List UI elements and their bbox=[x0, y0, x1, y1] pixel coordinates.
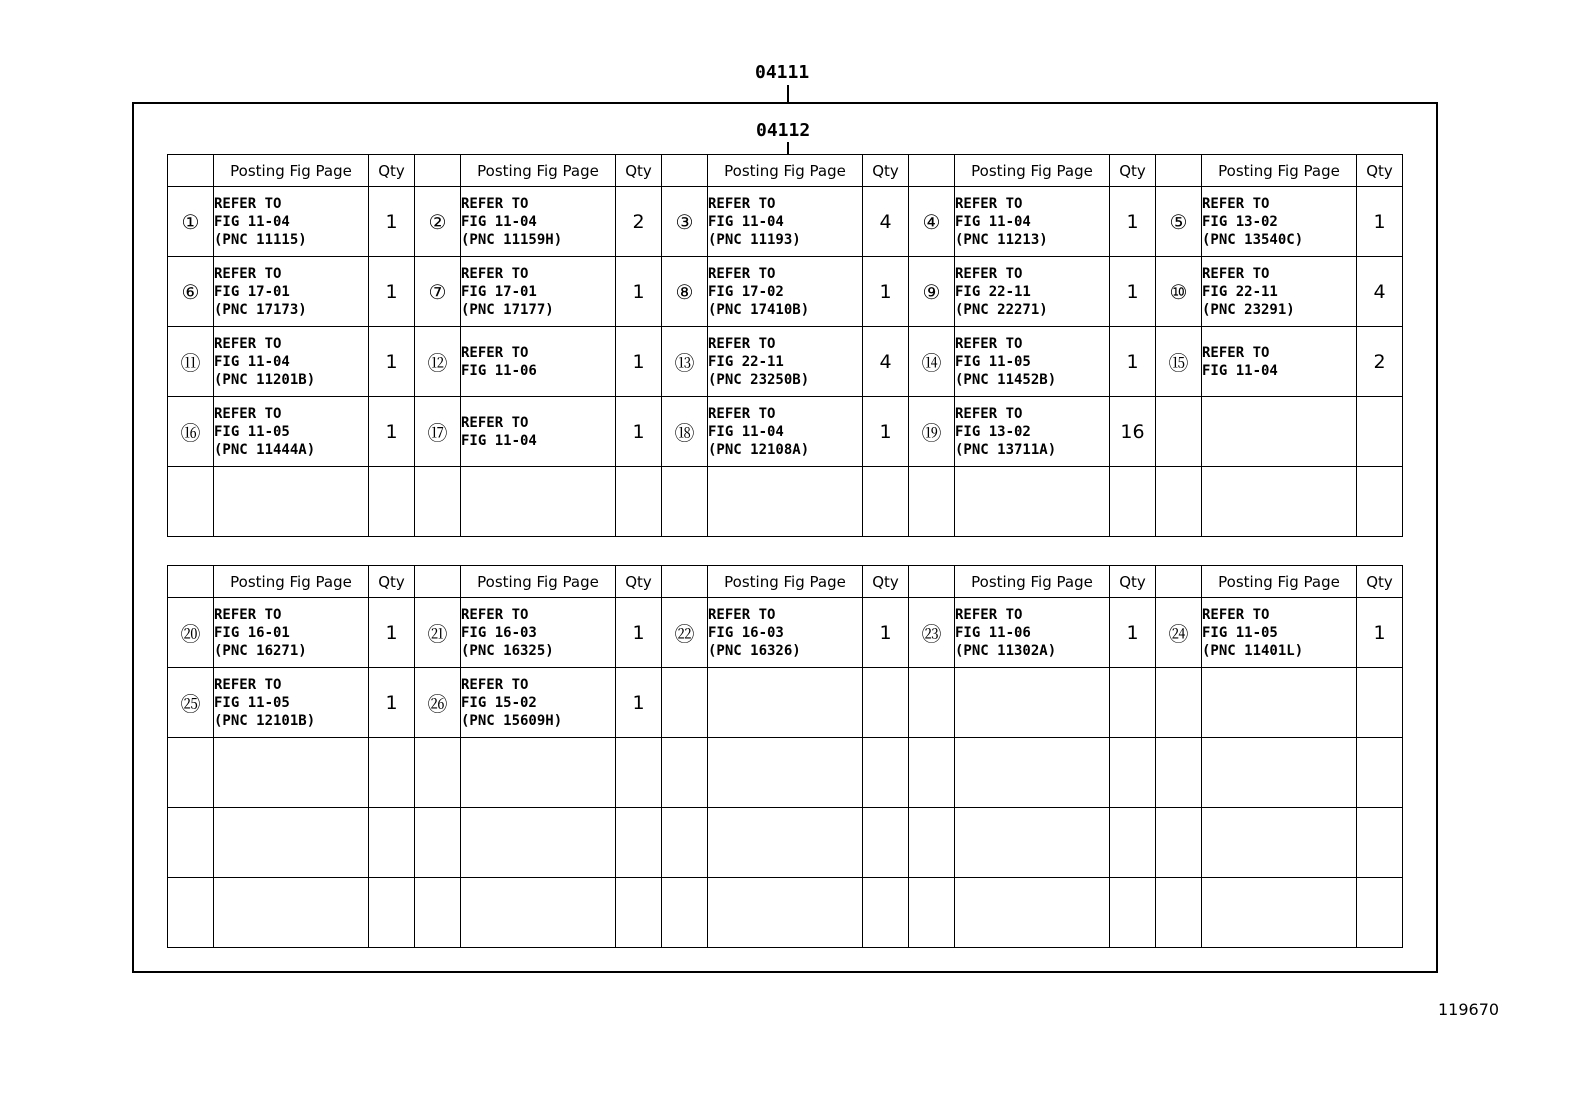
item-qty: 1 bbox=[616, 397, 662, 467]
parts-table-upper bbox=[167, 154, 1403, 537]
header-no bbox=[415, 155, 461, 187]
item-number bbox=[1156, 467, 1202, 537]
item-qty bbox=[1357, 808, 1403, 878]
item-number: ㉔ bbox=[1156, 598, 1202, 668]
posting-reference bbox=[461, 878, 616, 948]
posting-reference bbox=[1202, 467, 1357, 537]
item-qty bbox=[863, 467, 909, 537]
posting-reference bbox=[955, 738, 1110, 808]
header-posting: Posting Fig Page bbox=[955, 566, 1110, 598]
item-number: ⑧ bbox=[662, 257, 708, 327]
reference-line: (PNC 11213) bbox=[955, 231, 1048, 248]
posting-reference bbox=[1202, 327, 1357, 397]
item-number bbox=[662, 878, 708, 948]
posting-reference bbox=[461, 187, 616, 257]
header-row bbox=[168, 155, 1403, 187]
item-number: ⑨ bbox=[909, 257, 955, 327]
reference-line: FIG 11-05 bbox=[214, 694, 290, 711]
posting-reference bbox=[1202, 187, 1357, 257]
posting-reference bbox=[708, 668, 863, 738]
item-qty bbox=[616, 808, 662, 878]
header-posting: Posting Fig Page bbox=[214, 566, 369, 598]
reference-line: (PNC 13540C) bbox=[1202, 231, 1304, 248]
reference-line: (PNC 23250B) bbox=[708, 371, 810, 388]
item-qty: 1 bbox=[369, 668, 415, 738]
posting-reference bbox=[214, 738, 369, 808]
reference-line: FIG 11-04 bbox=[955, 213, 1031, 230]
posting-reference bbox=[708, 187, 863, 257]
posting-reference bbox=[708, 598, 863, 668]
reference-line: FIG 16-01 bbox=[214, 624, 290, 641]
reference-line: FIG 22-11 bbox=[955, 283, 1031, 300]
reference-line: (PNC 17173) bbox=[214, 301, 307, 318]
reference-line: REFER TO bbox=[955, 335, 1023, 352]
posting-reference bbox=[708, 738, 863, 808]
reference-line: FIG 11-05 bbox=[1202, 624, 1278, 641]
item-number bbox=[168, 878, 214, 948]
reference-line: REFER TO bbox=[461, 676, 529, 693]
reference-line: REFER TO bbox=[214, 195, 282, 212]
header-no bbox=[909, 566, 955, 598]
item-qty bbox=[1110, 738, 1156, 808]
item-qty: 16 bbox=[1110, 397, 1156, 467]
header-no bbox=[662, 566, 708, 598]
reference-line: (PNC 11444A) bbox=[214, 441, 316, 458]
item-number: ㉑ bbox=[415, 598, 461, 668]
header-posting: Posting Fig Page bbox=[461, 155, 616, 187]
item-qty bbox=[1357, 397, 1403, 467]
reference-line: (PNC 11452B) bbox=[955, 371, 1057, 388]
item-number: ⑲ bbox=[909, 397, 955, 467]
reference-line: FIG 16-03 bbox=[708, 624, 784, 641]
item-qty bbox=[369, 808, 415, 878]
item-number bbox=[909, 467, 955, 537]
reference-line: REFER TO bbox=[461, 414, 529, 431]
item-number bbox=[168, 467, 214, 537]
reference-line: (PNC 15609H) bbox=[461, 712, 563, 729]
reference-line: FIG 22-11 bbox=[1202, 283, 1278, 300]
item-number: ⑭ bbox=[909, 327, 955, 397]
header-qty: Qty bbox=[1357, 566, 1403, 598]
item-qty bbox=[1110, 668, 1156, 738]
posting-reference bbox=[214, 467, 369, 537]
reference-line: REFER TO bbox=[1202, 606, 1270, 623]
posting-reference bbox=[461, 327, 616, 397]
table-row bbox=[168, 738, 1403, 808]
item-qty: 2 bbox=[1357, 327, 1403, 397]
posting-reference bbox=[461, 738, 616, 808]
reference-line: FIG 22-11 bbox=[708, 353, 784, 370]
reference-line: FIG 11-04 bbox=[708, 213, 784, 230]
posting-reference bbox=[214, 327, 369, 397]
reference-line: REFER TO bbox=[955, 405, 1023, 422]
header-no bbox=[1156, 155, 1202, 187]
item-number: ⑥ bbox=[168, 257, 214, 327]
posting-reference bbox=[955, 397, 1110, 467]
reference-line: FIG 11-05 bbox=[955, 353, 1031, 370]
item-number bbox=[662, 467, 708, 537]
reference-line: FIG 16-03 bbox=[461, 624, 537, 641]
item-qty: 1 bbox=[1110, 187, 1156, 257]
posting-reference bbox=[708, 327, 863, 397]
item-qty bbox=[1357, 467, 1403, 537]
posting-reference bbox=[955, 878, 1110, 948]
reference-line: FIG 11-04 bbox=[461, 213, 537, 230]
item-qty bbox=[1357, 668, 1403, 738]
reference-line: REFER TO bbox=[461, 195, 529, 212]
reference-line: REFER TO bbox=[214, 335, 282, 352]
reference-line: (PNC 11193) bbox=[708, 231, 801, 248]
posting-reference bbox=[1202, 668, 1357, 738]
posting-reference bbox=[461, 808, 616, 878]
posting-reference bbox=[1202, 598, 1357, 668]
kit-leader-line bbox=[787, 85, 789, 102]
item-number bbox=[1156, 878, 1202, 948]
item-number bbox=[1156, 668, 1202, 738]
item-qty bbox=[369, 467, 415, 537]
reference-line: (PNC 23291) bbox=[1202, 301, 1295, 318]
posting-reference bbox=[1202, 808, 1357, 878]
reference-line: FIG 13-02 bbox=[1202, 213, 1278, 230]
reference-line: REFER TO bbox=[214, 405, 282, 422]
item-qty: 1 bbox=[863, 397, 909, 467]
posting-reference bbox=[955, 668, 1110, 738]
item-number: ⑦ bbox=[415, 257, 461, 327]
posting-reference bbox=[214, 878, 369, 948]
item-number: ⑬ bbox=[662, 327, 708, 397]
item-qty: 1 bbox=[1110, 257, 1156, 327]
item-qty bbox=[1110, 808, 1156, 878]
item-qty: 4 bbox=[863, 327, 909, 397]
reference-line: FIG 11-04 bbox=[461, 432, 537, 449]
item-qty bbox=[863, 808, 909, 878]
item-number: ⑮ bbox=[1156, 327, 1202, 397]
reference-line: FIG 17-02 bbox=[708, 283, 784, 300]
header-posting: Posting Fig Page bbox=[1202, 155, 1357, 187]
header-no bbox=[168, 566, 214, 598]
item-number bbox=[662, 738, 708, 808]
header-qty: Qty bbox=[1110, 155, 1156, 187]
header-qty: Qty bbox=[369, 155, 415, 187]
item-number: ③ bbox=[662, 187, 708, 257]
reference-line: REFER TO bbox=[708, 405, 776, 422]
reference-line: FIG 15-02 bbox=[461, 694, 537, 711]
header-qty: Qty bbox=[369, 566, 415, 598]
header-qty: Qty bbox=[1110, 566, 1156, 598]
posting-reference bbox=[461, 668, 616, 738]
item-number: ㉖ bbox=[415, 668, 461, 738]
item-number: ⑪ bbox=[168, 327, 214, 397]
posting-reference bbox=[955, 327, 1110, 397]
posting-reference bbox=[708, 878, 863, 948]
item-number: ⑱ bbox=[662, 397, 708, 467]
posting-reference bbox=[955, 808, 1110, 878]
table-row bbox=[168, 878, 1403, 948]
reference-line: REFER TO bbox=[1202, 265, 1270, 282]
reference-line: FIG 11-04 bbox=[708, 423, 784, 440]
reference-line: (PNC 12108A) bbox=[708, 441, 810, 458]
posting-reference bbox=[461, 257, 616, 327]
posting-reference bbox=[214, 397, 369, 467]
header-qty: Qty bbox=[616, 566, 662, 598]
item-number bbox=[1156, 397, 1202, 467]
item-qty bbox=[616, 878, 662, 948]
reference-line: (PNC 22271) bbox=[955, 301, 1048, 318]
header-posting: Posting Fig Page bbox=[461, 566, 616, 598]
header-no bbox=[168, 155, 214, 187]
item-number: ⑳ bbox=[168, 598, 214, 668]
reference-line: REFER TO bbox=[955, 265, 1023, 282]
posting-reference bbox=[214, 187, 369, 257]
table-row bbox=[168, 668, 1403, 738]
posting-reference bbox=[708, 808, 863, 878]
item-number: ① bbox=[168, 187, 214, 257]
header-no bbox=[415, 566, 461, 598]
reference-line: REFER TO bbox=[708, 335, 776, 352]
header-posting: Posting Fig Page bbox=[1202, 566, 1357, 598]
reference-line: (PNC 16271) bbox=[214, 642, 307, 659]
item-number bbox=[909, 738, 955, 808]
table-row bbox=[168, 808, 1403, 878]
posting-reference bbox=[708, 397, 863, 467]
reference-line: REFER TO bbox=[955, 195, 1023, 212]
item-number bbox=[168, 808, 214, 878]
posting-reference bbox=[955, 467, 1110, 537]
item-qty: 1 bbox=[616, 598, 662, 668]
item-qty bbox=[369, 878, 415, 948]
reference-line: FIG 11-05 bbox=[214, 423, 290, 440]
header-qty: Qty bbox=[1357, 155, 1403, 187]
header-posting: Posting Fig Page bbox=[214, 155, 369, 187]
item-number bbox=[1156, 738, 1202, 808]
reference-line: REFER TO bbox=[708, 265, 776, 282]
item-qty: 1 bbox=[369, 257, 415, 327]
reference-line: FIG 11-04 bbox=[1202, 362, 1278, 379]
item-qty bbox=[1357, 878, 1403, 948]
item-number: ㉒ bbox=[662, 598, 708, 668]
table-row bbox=[168, 187, 1403, 257]
posting-reference bbox=[461, 598, 616, 668]
reference-line: (PNC 16325) bbox=[461, 642, 554, 659]
item-qty: 1 bbox=[616, 257, 662, 327]
posting-reference bbox=[1202, 878, 1357, 948]
reference-line: REFER TO bbox=[461, 606, 529, 623]
item-qty: 1 bbox=[1357, 187, 1403, 257]
reference-line: REFER TO bbox=[955, 606, 1023, 623]
table-row bbox=[168, 397, 1403, 467]
table-row bbox=[168, 598, 1403, 668]
posting-reference bbox=[214, 598, 369, 668]
item-number bbox=[1156, 808, 1202, 878]
reference-line: REFER TO bbox=[214, 606, 282, 623]
item-qty: 1 bbox=[616, 327, 662, 397]
reference-line: FIG 11-06 bbox=[955, 624, 1031, 641]
item-number: ⑰ bbox=[415, 397, 461, 467]
posting-reference bbox=[955, 598, 1110, 668]
item-qty bbox=[616, 738, 662, 808]
table-row bbox=[168, 467, 1403, 537]
item-qty: 1 bbox=[1110, 327, 1156, 397]
item-qty: 4 bbox=[863, 187, 909, 257]
item-qty: 1 bbox=[369, 187, 415, 257]
header-posting: Posting Fig Page bbox=[955, 155, 1110, 187]
reference-line: REFER TO bbox=[1202, 344, 1270, 361]
header-no bbox=[662, 155, 708, 187]
item-number: ⑯ bbox=[168, 397, 214, 467]
table-row bbox=[168, 257, 1403, 327]
item-qty: 1 bbox=[616, 668, 662, 738]
posting-reference bbox=[1202, 738, 1357, 808]
header-posting: Posting Fig Page bbox=[708, 155, 863, 187]
kit-part-number: 04111 bbox=[755, 62, 810, 83]
reference-line: REFER TO bbox=[708, 195, 776, 212]
item-qty: 1 bbox=[369, 327, 415, 397]
reference-line: FIG 11-04 bbox=[214, 213, 290, 230]
item-number: ㉕ bbox=[168, 668, 214, 738]
reference-line: REFER TO bbox=[1202, 195, 1270, 212]
reference-line: (PNC 11115) bbox=[214, 231, 307, 248]
reference-line: (PNC 13711A) bbox=[955, 441, 1057, 458]
header-no bbox=[909, 155, 955, 187]
posting-reference bbox=[461, 467, 616, 537]
posting-reference bbox=[214, 668, 369, 738]
reference-line: FIG 17-01 bbox=[214, 283, 290, 300]
reference-line: (PNC 11201B) bbox=[214, 371, 316, 388]
posting-reference bbox=[461, 397, 616, 467]
item-qty bbox=[1110, 467, 1156, 537]
item-qty: 1 bbox=[1357, 598, 1403, 668]
reference-line: REFER TO bbox=[214, 265, 282, 282]
item-qty: 1 bbox=[369, 397, 415, 467]
item-qty: 1 bbox=[1110, 598, 1156, 668]
header-posting: Posting Fig Page bbox=[708, 566, 863, 598]
item-number: ⑫ bbox=[415, 327, 461, 397]
posting-reference bbox=[955, 187, 1110, 257]
item-qty: 1 bbox=[863, 257, 909, 327]
reference-line: (PNC 11302A) bbox=[955, 642, 1057, 659]
item-number bbox=[909, 878, 955, 948]
reference-line: (PNC 17177) bbox=[461, 301, 554, 318]
header-no bbox=[1156, 566, 1202, 598]
item-qty bbox=[1110, 878, 1156, 948]
reference-line: (PNC 11401L) bbox=[1202, 642, 1304, 659]
reference-line: (PNC 11159H) bbox=[461, 231, 563, 248]
item-number bbox=[415, 878, 461, 948]
reference-line: (PNC 17410B) bbox=[708, 301, 810, 318]
header-row bbox=[168, 566, 1403, 598]
header-qty: Qty bbox=[616, 155, 662, 187]
item-qty bbox=[863, 738, 909, 808]
item-number: ② bbox=[415, 187, 461, 257]
reference-line: (PNC 16326) bbox=[708, 642, 801, 659]
posting-reference bbox=[214, 808, 369, 878]
posting-reference bbox=[1202, 257, 1357, 327]
parts-table-lower bbox=[167, 565, 1403, 948]
item-number bbox=[415, 738, 461, 808]
item-qty: 4 bbox=[1357, 257, 1403, 327]
figure-number bbox=[1438, 1000, 1499, 1019]
item-qty: 2 bbox=[616, 187, 662, 257]
reference-line: FIG 13-02 bbox=[955, 423, 1031, 440]
item-qty bbox=[863, 878, 909, 948]
item-number bbox=[909, 808, 955, 878]
table-row bbox=[168, 327, 1403, 397]
reference-line: FIG 11-04 bbox=[214, 353, 290, 370]
item-number: ④ bbox=[909, 187, 955, 257]
reference-line: REFER TO bbox=[461, 265, 529, 282]
posting-reference bbox=[955, 257, 1110, 327]
item-number bbox=[909, 668, 955, 738]
reference-line: FIG 11-06 bbox=[461, 362, 537, 379]
reference-line: FIG 17-01 bbox=[461, 283, 537, 300]
item-qty bbox=[1357, 738, 1403, 808]
item-qty bbox=[369, 738, 415, 808]
item-qty bbox=[616, 467, 662, 537]
item-number: ㉓ bbox=[909, 598, 955, 668]
reference-line: REFER TO bbox=[461, 344, 529, 361]
item-number: ⑩ bbox=[1156, 257, 1202, 327]
item-number bbox=[415, 808, 461, 878]
posting-reference bbox=[708, 467, 863, 537]
posting-reference bbox=[1202, 397, 1357, 467]
item-number bbox=[662, 668, 708, 738]
item-qty: 1 bbox=[369, 598, 415, 668]
header-qty: Qty bbox=[863, 155, 909, 187]
item-number bbox=[662, 808, 708, 878]
posting-reference bbox=[214, 257, 369, 327]
header-qty: Qty bbox=[863, 566, 909, 598]
reference-line: REFER TO bbox=[708, 606, 776, 623]
posting-reference bbox=[708, 257, 863, 327]
figure-number-text: 119670 bbox=[1438, 1000, 1500, 1019]
subkit-part-number: 04112 bbox=[756, 120, 811, 141]
item-number bbox=[415, 467, 461, 537]
item-qty: 1 bbox=[863, 598, 909, 668]
reference-line: REFER TO bbox=[214, 676, 282, 693]
item-qty bbox=[863, 668, 909, 738]
reference-line: (PNC 12101B) bbox=[214, 712, 316, 729]
item-number bbox=[168, 738, 214, 808]
item-number: ⑤ bbox=[1156, 187, 1202, 257]
